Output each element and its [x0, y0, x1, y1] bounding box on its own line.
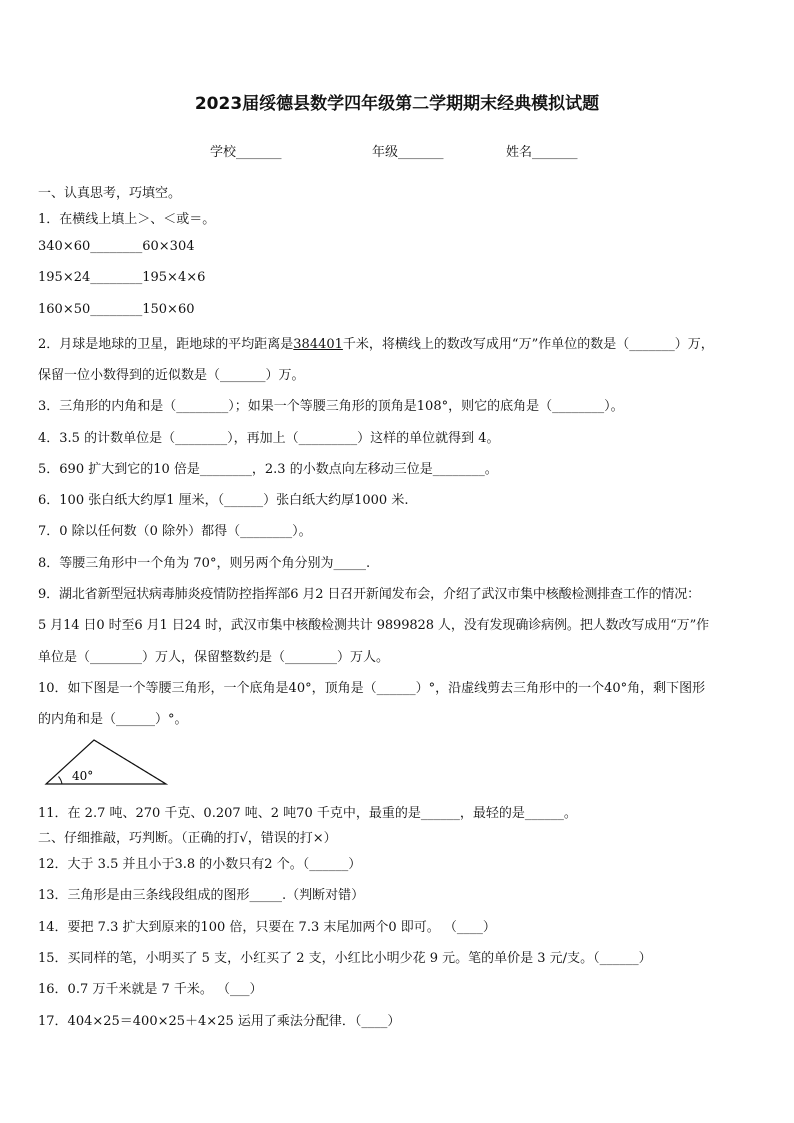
- question-14: 14．要把 7.3 扩大到原来的100 倍，只要在 7.3 末尾加两个0 即可。 （____）: [38, 920, 496, 935]
- section-heading-2: 二、仔细推敲，巧判断。（正确的打√，错误的打×）: [38, 831, 337, 846]
- question-1: 1．在横线上填上＞、＜或＝。: [38, 212, 216, 227]
- isosceles-triangle-figure: [44, 738, 168, 788]
- question-2-text-post: 千米，将横线上的数改写成用“万”作单位的数是（_______）万，: [342, 337, 714, 352]
- question-16: 16．0.7 万千米就是 7 千米。 （___）: [38, 982, 263, 997]
- name-field: 姓名_______: [506, 145, 578, 160]
- school-field: 学校_______: [210, 145, 282, 160]
- question-11: 11．在 2.7 吨、270 千克、0.207 吨、2 吨70 千克中，最重的是______，最轻的是______。: [38, 806, 577, 821]
- question-4: 4．3.5 的计数单位是（________），再加上（_________）这样的单位就得到 4。: [38, 431, 500, 446]
- question-2-line-1: [38, 333, 714, 352]
- question-12: 12．大于 3.5 并且小于3.8 的小数只有2 个。（______）: [38, 857, 362, 872]
- question-2-line-2: 保留一位小数得到的近似数是（_______）万。: [38, 368, 305, 383]
- question-10-line-2: 的内角和是（______）°。: [38, 712, 188, 727]
- question-9-line-3: 单位是（________）万人，保留整数约是（________）万人。: [38, 650, 390, 665]
- question-8: 8．等腰三角形中一个角为 70°，则另两个角分别为_____.: [38, 556, 371, 571]
- question-6: 6．100 张白纸大约厚1 厘米，（______）张白纸大约厚1000 米.: [38, 493, 409, 508]
- question-2-text-pre: 2．月球是地球的卫星，距地球的平均距离是: [38, 337, 294, 352]
- question-15: 15．买同样的笔，小明买了 5 支，小红买了 2 支，小红比小明少花 9 元。笔的单价是 3 元/支。（______）: [38, 951, 652, 966]
- question-9-line-1: 9．湖北省新型冠状病毒肺炎疫情防控指挥部6 月2 日召开新闻发布会，介绍了武汉市集中核酸检测排查工作的情况：: [38, 587, 700, 602]
- question-9-line-2: 5 月14 日0 时至6 月1 日24 时，武汉市集中核酸检测共计 9899828 人，没有发现确诊病例。把人数改写成用“万”作: [38, 618, 710, 633]
- question-17: 17．404×25＝400×25＋4×25 运用了乘法分配律．（____）: [38, 1014, 401, 1029]
- question-1-item-b: 195×24________195×4×6: [38, 270, 206, 285]
- page-title: 2023届绥德县数学四年级第二学期期末经典模拟试题: [194, 94, 600, 114]
- section-heading-1: 一、认真思考，巧填空。: [38, 186, 182, 201]
- question-2-underlined-number: 384401: [293, 337, 343, 352]
- triangle-outline: [46, 740, 166, 784]
- question-3: 3．三角形的内角和是（________）；如果一个等腰三角形的顶角是108°，则它的底角是（________）。: [38, 399, 624, 414]
- question-10-line-1: 10．如下图是一个等腰三角形，一个底角是40°，顶角是（______）°，沿虚线剪去三角形中的一个40°角，剩下图形: [38, 681, 706, 696]
- question-5: 5．690 扩大到它的10 倍是________，2.3 的小数点向左移动三位是________。: [38, 462, 498, 477]
- question-13: 13．三角形是由三条线段组成的图形_____.（判断对错）: [38, 888, 365, 903]
- angle-label: 40°: [72, 769, 94, 783]
- angle-arc: [59, 777, 63, 785]
- dashed-cut-line: [94, 740, 166, 784]
- question-1-item-c: 160×50________150×60: [38, 302, 195, 317]
- question-1-item-a: 340×60________60×304: [38, 239, 195, 254]
- question-7: 7．0 除以任何数（0 除外）都得（________）。: [38, 524, 312, 539]
- grade-field: 年级_______: [372, 145, 444, 160]
